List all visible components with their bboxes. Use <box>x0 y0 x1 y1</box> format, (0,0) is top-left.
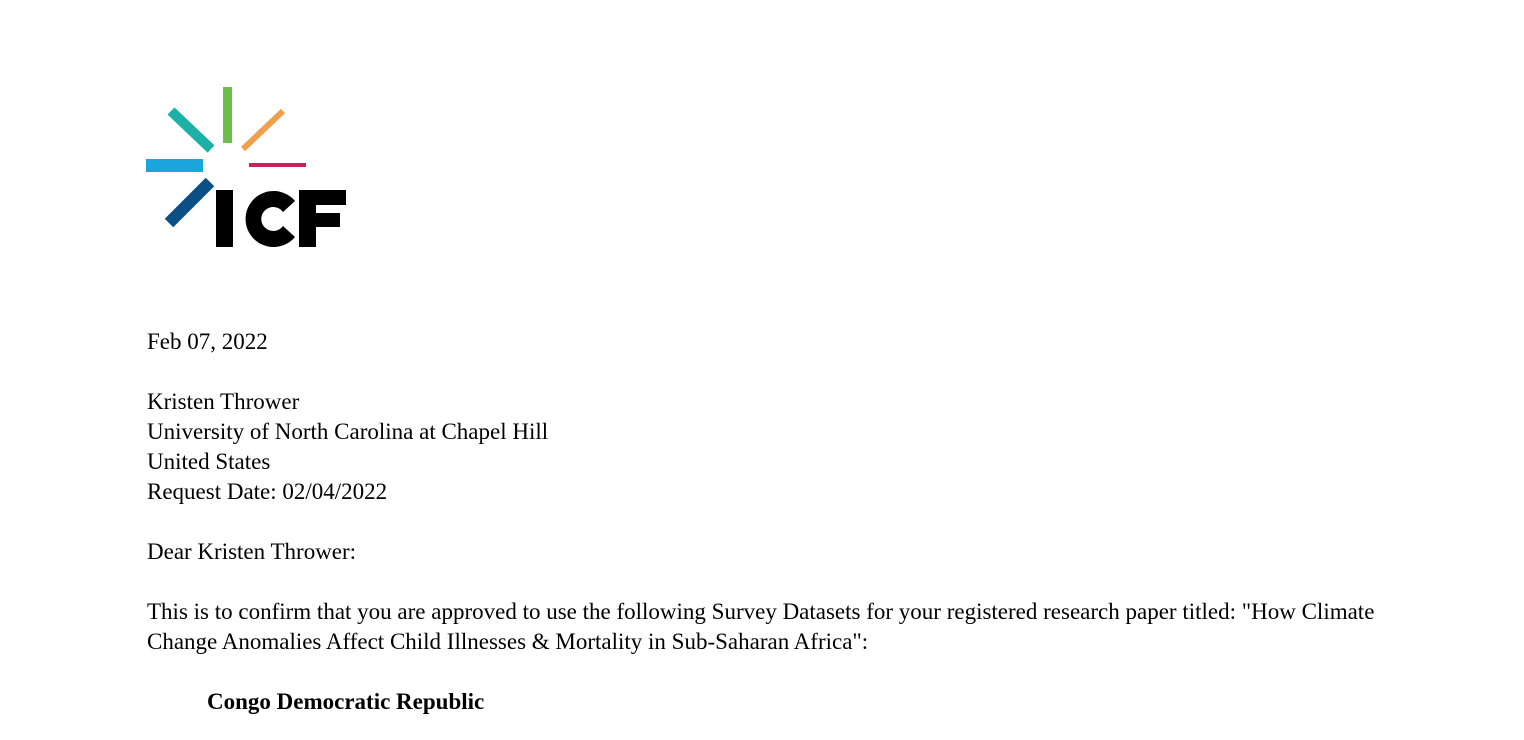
body-line: This is to confirm that you are approved to use the following Survey Datasets for your registered research paper titled: "How Climate <box>147 599 1375 624</box>
logo-letter-f <box>299 190 346 247</box>
icf-logo-icon <box>146 87 348 249</box>
recipient-address <box>147 387 548 507</box>
body-line: Change Anomalies Affect Child Illnesses & Mortality in Sub-Saharan Africa": <box>147 629 869 654</box>
recipient-name: Kristen Thrower <box>147 389 300 414</box>
recipient-country: United States <box>147 449 271 474</box>
logo-green-ray <box>223 87 232 143</box>
logo-navy-ray <box>169 182 210 223</box>
letter-date: Feb 07, 2022 <box>147 329 268 354</box>
logo-orange-ray <box>243 111 283 149</box>
logo-letter-i <box>216 190 233 247</box>
logo-blue-ray <box>146 159 203 172</box>
dataset-item: Congo Democratic Republic <box>207 689 485 714</box>
recipient-institution: University of North Carolina at Chapel Hill <box>147 419 549 444</box>
icf-logo <box>146 87 348 249</box>
salutation: Dear Kristen Thrower: <box>147 539 357 564</box>
logo-magenta-ray <box>249 163 306 167</box>
body-paragraph <box>147 597 1447 657</box>
request-date: Request Date: 02/04/2022 <box>147 479 388 504</box>
logo-letter-c <box>246 191 295 247</box>
logo-teal-ray <box>171 111 211 149</box>
